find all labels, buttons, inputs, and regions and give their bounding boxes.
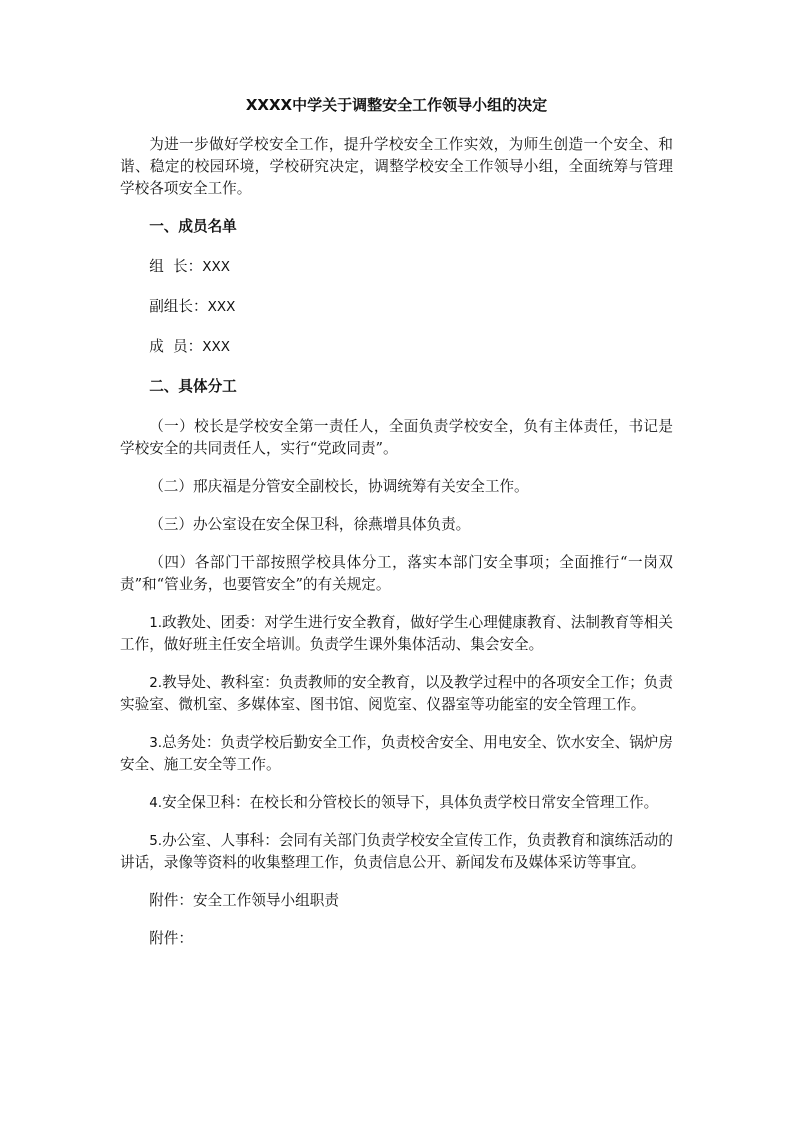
numbered-item-number: 3. [149,735,163,751]
division-item: （三）办公室设在安全保卫科，徐燕增具体负责。 [149,516,471,533]
numbered-item [120,792,673,814]
numbered-item-text: 政教处、团委：对学生进行安全教育，做好学生心理健康教育、法制教育等相关工作，做好班主任安全培训。负责学生课外集体活动、集会安全。 [120,614,673,653]
division-item: （四）各部门干部按照学校具体分工，落实本部门安全事项；全面推行“一岗双责”和“管业务，也要管安全”的有关规定。 [120,554,673,593]
numbered-item-text: 办公室、人事科：会同有关部门负责学校安全宣传工作，负责教育和演练活动的讲话，录像等资料的收集整理工作，负责信息公开、新闻发布及媒体采访等事宜。 [120,832,673,871]
attachment-line: 附件：安全工作领导小组职责 [149,892,339,909]
member-deputy-label: 副组长： [149,298,208,315]
member-leader-label: 组 长： [149,258,203,275]
attachment-label: 附件： [149,930,193,947]
numbered-item [120,612,673,656]
document-page [120,94,673,966]
member-leader-value: XXX [202,259,230,275]
numbered-item-text: 安全保卫科：在校长和分管校长的领导下，具体负责学校日常安全管理工作。 [162,794,659,811]
division-item: （一）校长是学校安全第一责任人，全面负责学校安全，负有主体责任，书记是学校安全的共同责任人，实行“党政同责”。 [120,418,673,457]
numbered-item-number: 2. [149,675,163,691]
member-members-label: 成 员： [149,338,203,355]
intro-paragraph: 为进一步做好学校安全工作，提升学校安全工作实效，为师生创造一个安全、和谐、稳定的校园环境，学校研究决定，调整学校安全工作领导小组，全面统筹与管理学校各项安全工作。 [120,136,673,197]
numbered-item-number: 4. [149,795,163,811]
member-members-value: XXX [202,339,230,355]
numbered-item-text: 教导处、教科室：负责教师的安全教育，以及教学过程中的各项安全工作；负责实验室、微机室、多媒体室、图书馆、阅览室、仪器室等功能室的安全管理工作。 [120,674,673,713]
numbered-item [120,830,673,874]
member-leader [120,256,673,278]
numbered-item-number: 5. [149,833,163,849]
member-deputy [120,296,673,318]
numbered-item-number: 1. [149,615,163,631]
numbered-item [120,672,673,716]
numbered-item-text: 总务处：负责学校后勤安全工作，负责校舍安全、用电安全、饮水安全、锅炉房安全、施工安全等工作。 [120,734,673,773]
section-heading-division: 二、具体分工 [149,378,237,395]
division-item: （二）邢庆福是分管安全副校长，协调统筹有关安全工作。 [149,478,529,495]
section-heading-members: 一、成员名单 [149,218,237,235]
numbered-item [120,732,673,776]
member-members [120,336,673,358]
member-deputy-value: XXX [207,299,236,315]
document-title: XXXX中学关于调整安全工作领导小组的决定 [245,96,548,114]
